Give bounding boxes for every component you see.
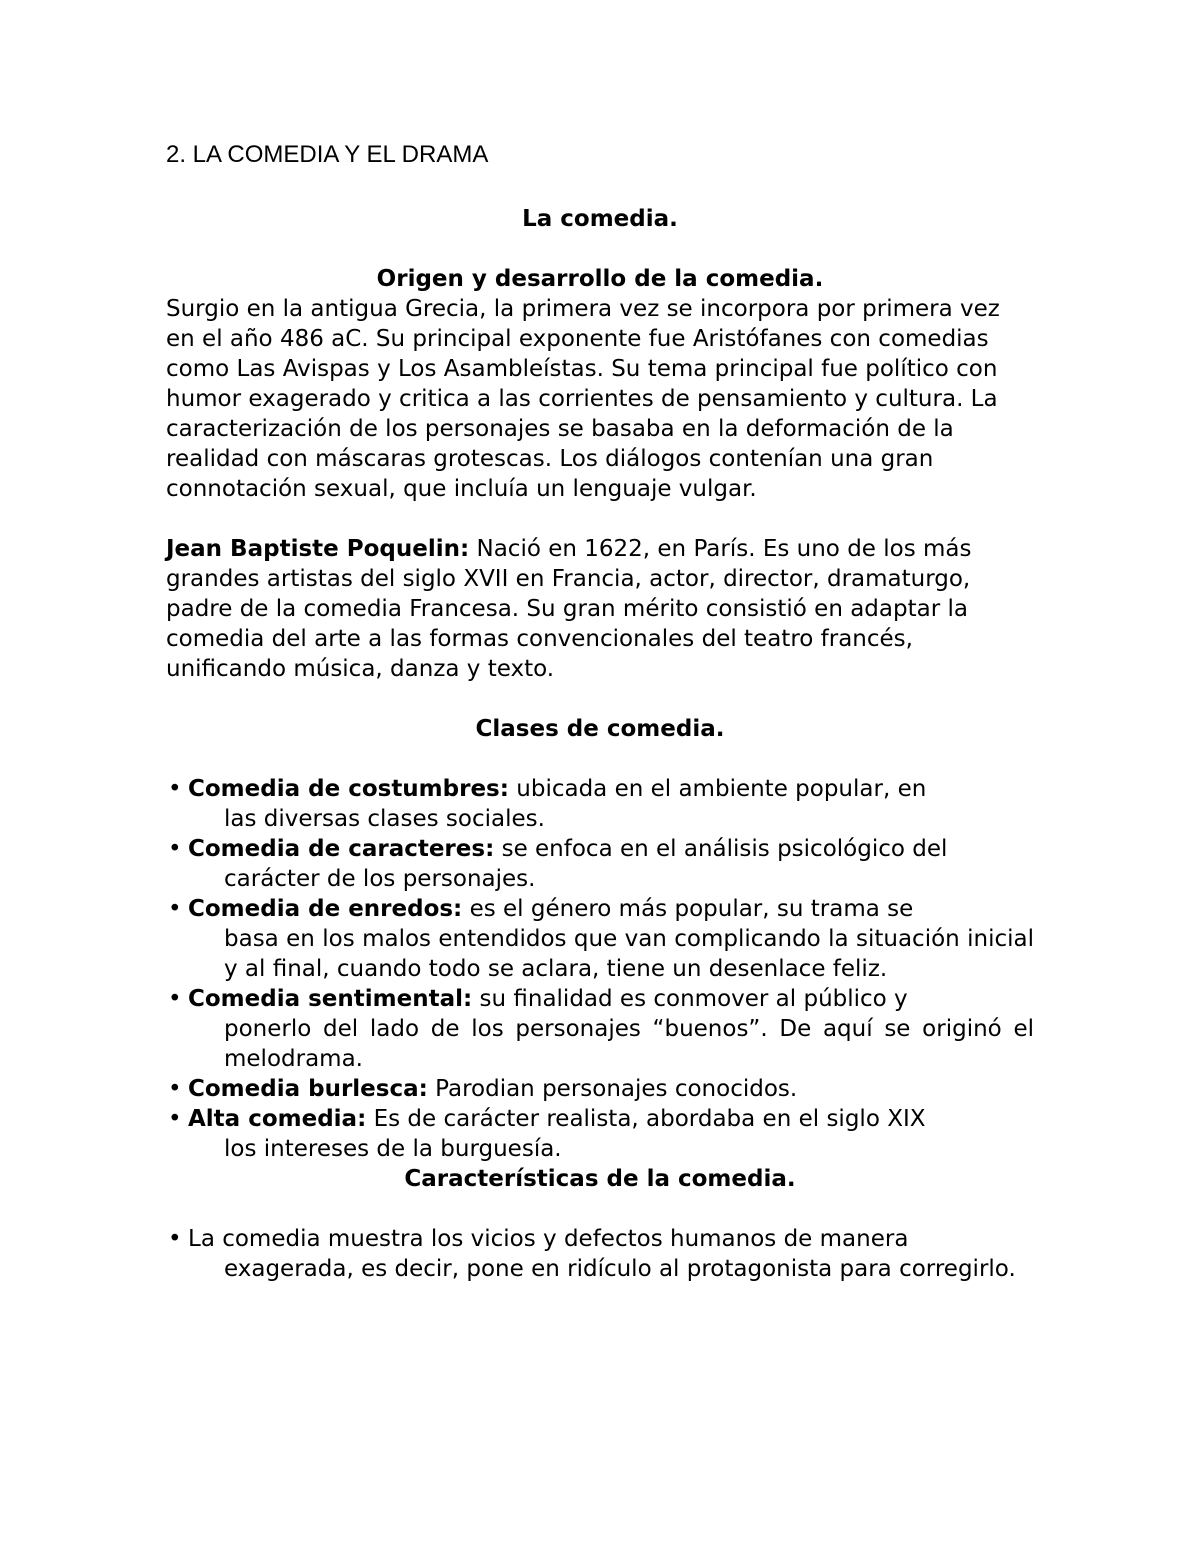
clase-rest: ponerlo del lado de los personajes “buenos”. De aquí se originó el melodrama. — [224, 1016, 1034, 1072]
heading-clases: Clases de comedia. — [475, 716, 725, 742]
clase-rest: las diversas clases sociales. — [224, 806, 545, 832]
poquelin-paragraph — [166, 534, 1006, 684]
bullet-icon: • — [168, 836, 182, 862]
clase-first: es el género más popular, su trama se — [462, 896, 914, 922]
clase-first: Parodian personajes conocidos. — [427, 1076, 798, 1102]
clase-term: Comedia burlesca: — [188, 1076, 428, 1102]
clase-first: Es de carácter realista, abordaba en el siglo XIX — [366, 1106, 926, 1132]
bullet-icon: • — [168, 896, 182, 922]
list-item — [166, 834, 1034, 894]
caracteristica-rest: exagerada, es decir, pone en ridículo al protagonista para corregirlo. — [224, 1256, 1016, 1282]
caracteristicas-list — [166, 1224, 1034, 1284]
bullet-icon: • — [168, 986, 182, 1012]
clase-term: Comedia sentimental: — [188, 986, 473, 1012]
section-title: 2. LA COMEDIA Y EL DRAMA — [166, 141, 489, 168]
clase-term: Comedia de enredos: — [188, 896, 463, 922]
clases-list — [166, 774, 1034, 1164]
clase-term: Comedia de costumbres: — [188, 776, 509, 802]
list-item — [166, 984, 1034, 1074]
origen-paragraph: Surgio en la antigua Grecia, la primera vez se incorpora por primera vez en el año 486 aC. Su principal exponente fue Aristófanes con comedias como Las Avispas y Los Asambleístas. Su tema principal fue político con humor exagerado y critica a las corrientes de pensamiento y cultura. La caracterización de los personajes se basaba en la deformación de la realidad con máscaras grotescas. Los diálogos contenían una gran connotación sexual, que incluía un lenguaje vulgar. — [166, 296, 1000, 502]
caracteristica-first: La comedia muestra los vicios y defectos humanos de manera — [188, 1226, 909, 1252]
poquelin-name: Jean Baptiste Poquelin: — [166, 536, 470, 562]
clase-term: Comedia de caracteres: — [188, 836, 495, 862]
heading-la-comedia: La comedia. — [522, 206, 678, 232]
clase-rest: carácter de los personajes. — [224, 866, 536, 892]
bullet-icon: • — [168, 776, 182, 802]
list-item — [166, 1074, 1034, 1104]
list-item — [166, 774, 1034, 834]
bullet-icon: • — [168, 1226, 182, 1252]
clase-first: ubicada en el ambiente popular, en — [508, 776, 927, 802]
heading-origen: Origen y desarrollo de la comedia. — [376, 266, 824, 292]
bullet-icon: • — [168, 1106, 182, 1132]
clase-term: Alta comedia: — [188, 1106, 367, 1132]
document-page — [166, 140, 1034, 1284]
clase-rest: basa en los malos entendidos que van complicando la situación inicial y al final, cuando todo se aclara, tiene un desenlace feliz. — [224, 926, 1034, 982]
clase-rest: los intereses de la burguesía. — [224, 1136, 562, 1162]
poquelin-text: Nació en 1622, en París. Es uno de los más grandes artistas del siglo XVII en Francia, actor, director, dramaturgo, padre de la comedia Francesa. Su gran mérito consistió en adaptar la comedia del arte a las formas convencionales del teatro francés, unificando música, danza y texto. — [166, 536, 972, 682]
clase-first: se enfoca en el análisis psicológico del — [494, 836, 948, 862]
list-item — [166, 894, 1034, 984]
bullet-icon: • — [168, 1076, 182, 1102]
list-item — [166, 1104, 1034, 1164]
list-item — [166, 1224, 1034, 1284]
heading-caracteristicas: Características de la comedia. — [404, 1166, 796, 1192]
clase-first: su finalidad es conmover al público y — [472, 986, 908, 1012]
